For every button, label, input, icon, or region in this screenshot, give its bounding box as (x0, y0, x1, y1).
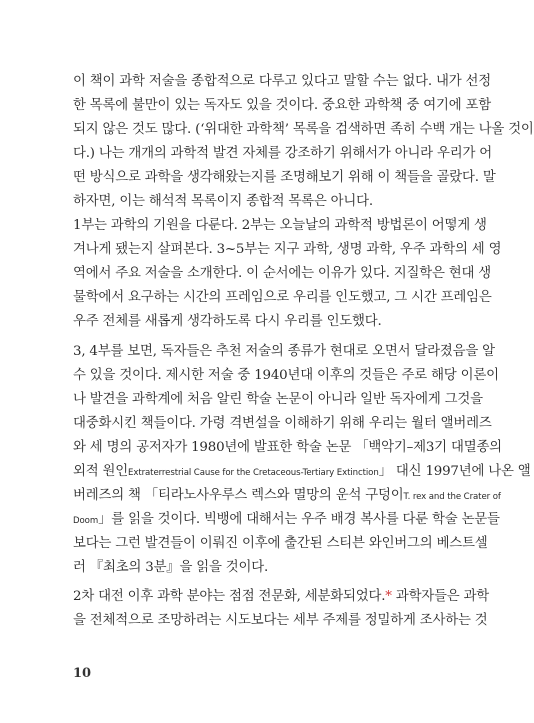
text-line: 1부는 과학의 기원을 다룬다. 2부는 오늘날의 과학적 방법론이 어떻게 생 (73, 218, 487, 233)
text-line: 떤 방식으로 과학을 생각해왔는지를 조명해보기 위해 이 책들을 골랐다. 말 (73, 170, 496, 185)
text-line: 우주 전체를 새롭게 생각하도록 다시 우리를 인도했다. (73, 314, 382, 329)
text-line: 다.) 나는 개개의 과학적 발견 자체를 강조하기 위해서가 아니라 우리가 어 (73, 146, 492, 161)
text-line: 한 목록에 불만이 있는 독자도 있을 것이다. 중요한 과학책 중 여기에 포함 (73, 98, 492, 113)
page-number: 10 (73, 666, 92, 681)
footnote-marker[interactable]: * (385, 589, 392, 604)
english-title: Doom (73, 516, 99, 526)
text-line: 물학에서 요구하는 시간의 프레임으로 우리를 인도했고, 그 시간 프레임은 (73, 290, 492, 305)
text-line: 와 세 명의 공저자가 1980년에 발표한 학술 논문 「백악기–제3기 대멸종의 (73, 440, 502, 455)
text-line: 대중화시킨 책들이다. 가령 격변설을 이해하기 위해 우리는 월터 앨버레즈 (73, 416, 492, 431)
text-line: 나 발견을 과학계에 처음 알린 학술 논문이 아니라 일반 독자에게 그것을 (73, 392, 483, 407)
korean-text: 버레즈의 책 「티라노사우루스 렉스와 멸망의 운석 구덩이 (73, 488, 404, 503)
text-line: 러 『최초의 3분』을 읽을 것이다. (73, 560, 269, 575)
text-line: 3, 4부를 보면, 독자들은 추천 저술의 종류가 현대로 오면서 달라졌음을 알 (73, 344, 495, 359)
text-line: 수 있을 것이다. 제시한 저술 중 1940년대 이후의 것들은 주로 해당 이론이 (73, 368, 499, 383)
text-line-mixed (73, 508, 500, 532)
text-line: 이 책이 과학 저술을 종합적으로 다루고 있다고 말할 수는 없다. 내가 선정 (73, 74, 492, 89)
korean-text: 외적 원인 (73, 464, 128, 479)
korean-text: 2차 대전 이후 과학 분야는 점점 전문화, 세분화되었다. (73, 589, 386, 604)
text-line: 을 전체적으로 조망하려는 시도보다는 세부 주제를 정밀하게 조사하는 것 (73, 613, 488, 628)
text-line-mixed (73, 585, 490, 609)
text-line-mixed (73, 484, 501, 508)
text-line: 되지 않은 것도 많다. (‘위대한 과학책’ 목록을 검색하면 족히 수백 개는 나올 것이 (73, 122, 534, 137)
text-line: 역에서 주요 저술을 소개한다. 이 순서에는 이유가 있다. 지질학은 현대 생 (73, 266, 492, 281)
text-line: 하자면, 이는 해석적 목록이지 종합적 목록은 아니다. (73, 194, 373, 209)
korean-text: 」 대신 1997년에 나온 앨 (378, 464, 531, 479)
english-title: Extraterrestrial Cause for the Cretaceous-Tertiary Extinction (128, 468, 379, 478)
korean-text: 과학자들은 과학 (391, 589, 490, 604)
korean-text: 」를 읽을 것이다. 빅뱅에 대해서는 우주 배경 복사를 다룬 학술 논문들 (98, 512, 500, 527)
text-line: 겨나게 됐는지 살펴본다. 3~5부는 지구 과학, 생명 과학, 우주 과학의 세 영 (73, 242, 502, 257)
text-line: 보다는 그런 발견들이 이뤄진 이후에 출간된 스티븐 와인버그의 베스트셀 (73, 536, 488, 551)
text-line-mixed (73, 460, 531, 484)
english-title: T. rex and the Crater of (403, 492, 501, 502)
